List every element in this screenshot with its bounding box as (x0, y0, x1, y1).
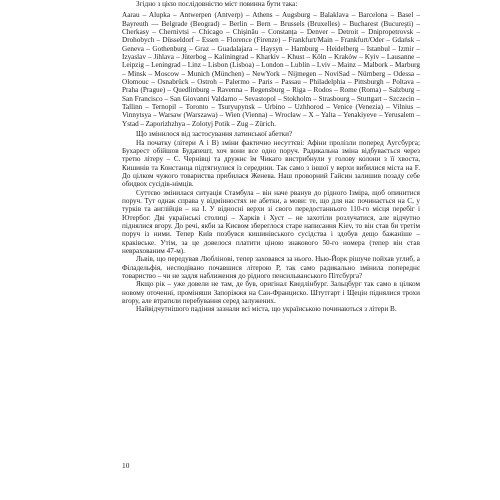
page-number: 10 (122, 461, 130, 470)
document-page (122, 0, 420, 314)
question-line: Що змінилося від застосування латинської абетки? (136, 130, 293, 139)
paragraph-1: На початку (літери А і В) зміни фактично несуттєві: Афіни пролізли поперед Аугсбурга; Бухарест обійшов Будапешт, хоч вони все одно поруч. Радикальна зміна відбувається через третю літеру – С. Чернівці та дружнє їм Чикаго вистрибнули у голову колони з її хвоста, Кишинів та Констанца підтягнулися із середини. Так само з іншої у верхи вибилися міста на F. До цілком чужого товариства прибилася Женева. Наш проворний Гайсин залишив позаду себе обидвох сусідів-німців. (122, 138, 420, 189)
paragraph-4: Якщо рік – уже довели не там, де був, оригінал Кведлінбург. Зальцбург так само в цілком новому оточенні, проміняши Запоріжжя на Сан-Франциско. Штутгарт і Щецін піднялися трохи вгору, але втратили перебування серед залужених. (122, 280, 420, 306)
paragraph-2: Суттєво змінилася ситуація Стамбула – він наче рванув до рідного Ізміра, щоб опинитися поруч. Тут однак справа у відмінностях не абетки, а мови: те, що для нас починається на С, у турків та англійців – на І. У відносні верхи зі свого передостаннього 110-го місця перебіг і Ютербог. Дві українські столиці – Харків і Хуст – не захотіли розлучатися, але відчутно піднялися вгору. До речі, якби за Києвом збереглося старе написання Kiev, то він став би третім поруч із ними. Тепер Київ позбувся кишинівського сусідства і здобув дещо бажаніше – краківське. Утім, за це довелося платити ціною знакового 50-го номера (тепер він став неврахованим 47-м). (122, 188, 420, 255)
paragraph-5: Найвідчутнішого падіння зазнали всі міста, що українською починаються з літери В. (136, 305, 397, 314)
city-list: Aarau – Alupka – Antwerpen (Antverp) – Athens – Augsburg – Balaklava – Barcelona – Basel – Bayreuth — Belgrade (Beograd) – Berlin – Bern – Brussels (Bruxelles) – Bucharest (Bucureşti) – Cherkasy – Chernivtsi – Chicago – Chişinău – Constanța – Denver – Detroit – Dnipropetrovsk – Drohobych – Düsseldorf – Essen – Florence (Firenze) – Frankfurt/Main – Frankfurt/Oder – Gdańsk – Geneva – Gothenburg – Graz – Guadalajara – Haysyn – Hamburg – Heidelberg – Istanbul – Izmir – Izyaslav – Jihlava – Jüterbog – Kaliningrad – Kharkiv – Khust – Köln – Kraków – Kyiv – Lausanne – Leipzig – Leningrad – Linz – Lisbon (Lisboa) – London – Lublin – Lviv – Mainz – Malbork – Marburg – Minsk – Moscow – Munich (München) – NewYork – Nijmegen – NoviSad – Nürnberg – Odessa – Olomouc – Osnabrück – Ostroh – Palermo – Paris – Passau – Philadelphia – Pittsburgh – Poltava – Praha (Prague) – Quedlinburg – Ravenna – Regensburg – Riga – Rodos – Rome (Roma) – Salzburg – San Francisco – San Giovanni Valdarno – Sevastopol – Stokholm – Strasbourg – Stuttgart – Szczecin – Tallinn – Ternopil – Toronto – Tsuryupynsk – Urbino – Uzhhorod – Venice (Venezia) – Vilnius – Vinnytsya – Warsaw (Warszawa) – Wien (Vienna) – Wrocław – X – Yalta – Yenakiyeve – Yerusalem – Ystad – Zaporizhzhya – Zolotyj Potik – Zug – Zürich. (122, 11, 420, 128)
intro-text: Згідно з цією послідовністю міст повинна бути така: (136, 0, 298, 8)
paragraph-3: Львів, що передував Люблінові, тепер заховався за нього. Нью-Йорк рішуче пойхав углиб, а Філадельфія, несподівано почавшися літерою P, так само радикально змінила попереднє товариство – чи не задля наближення до рідного пенсильванського Пітсбурга? (122, 255, 420, 280)
